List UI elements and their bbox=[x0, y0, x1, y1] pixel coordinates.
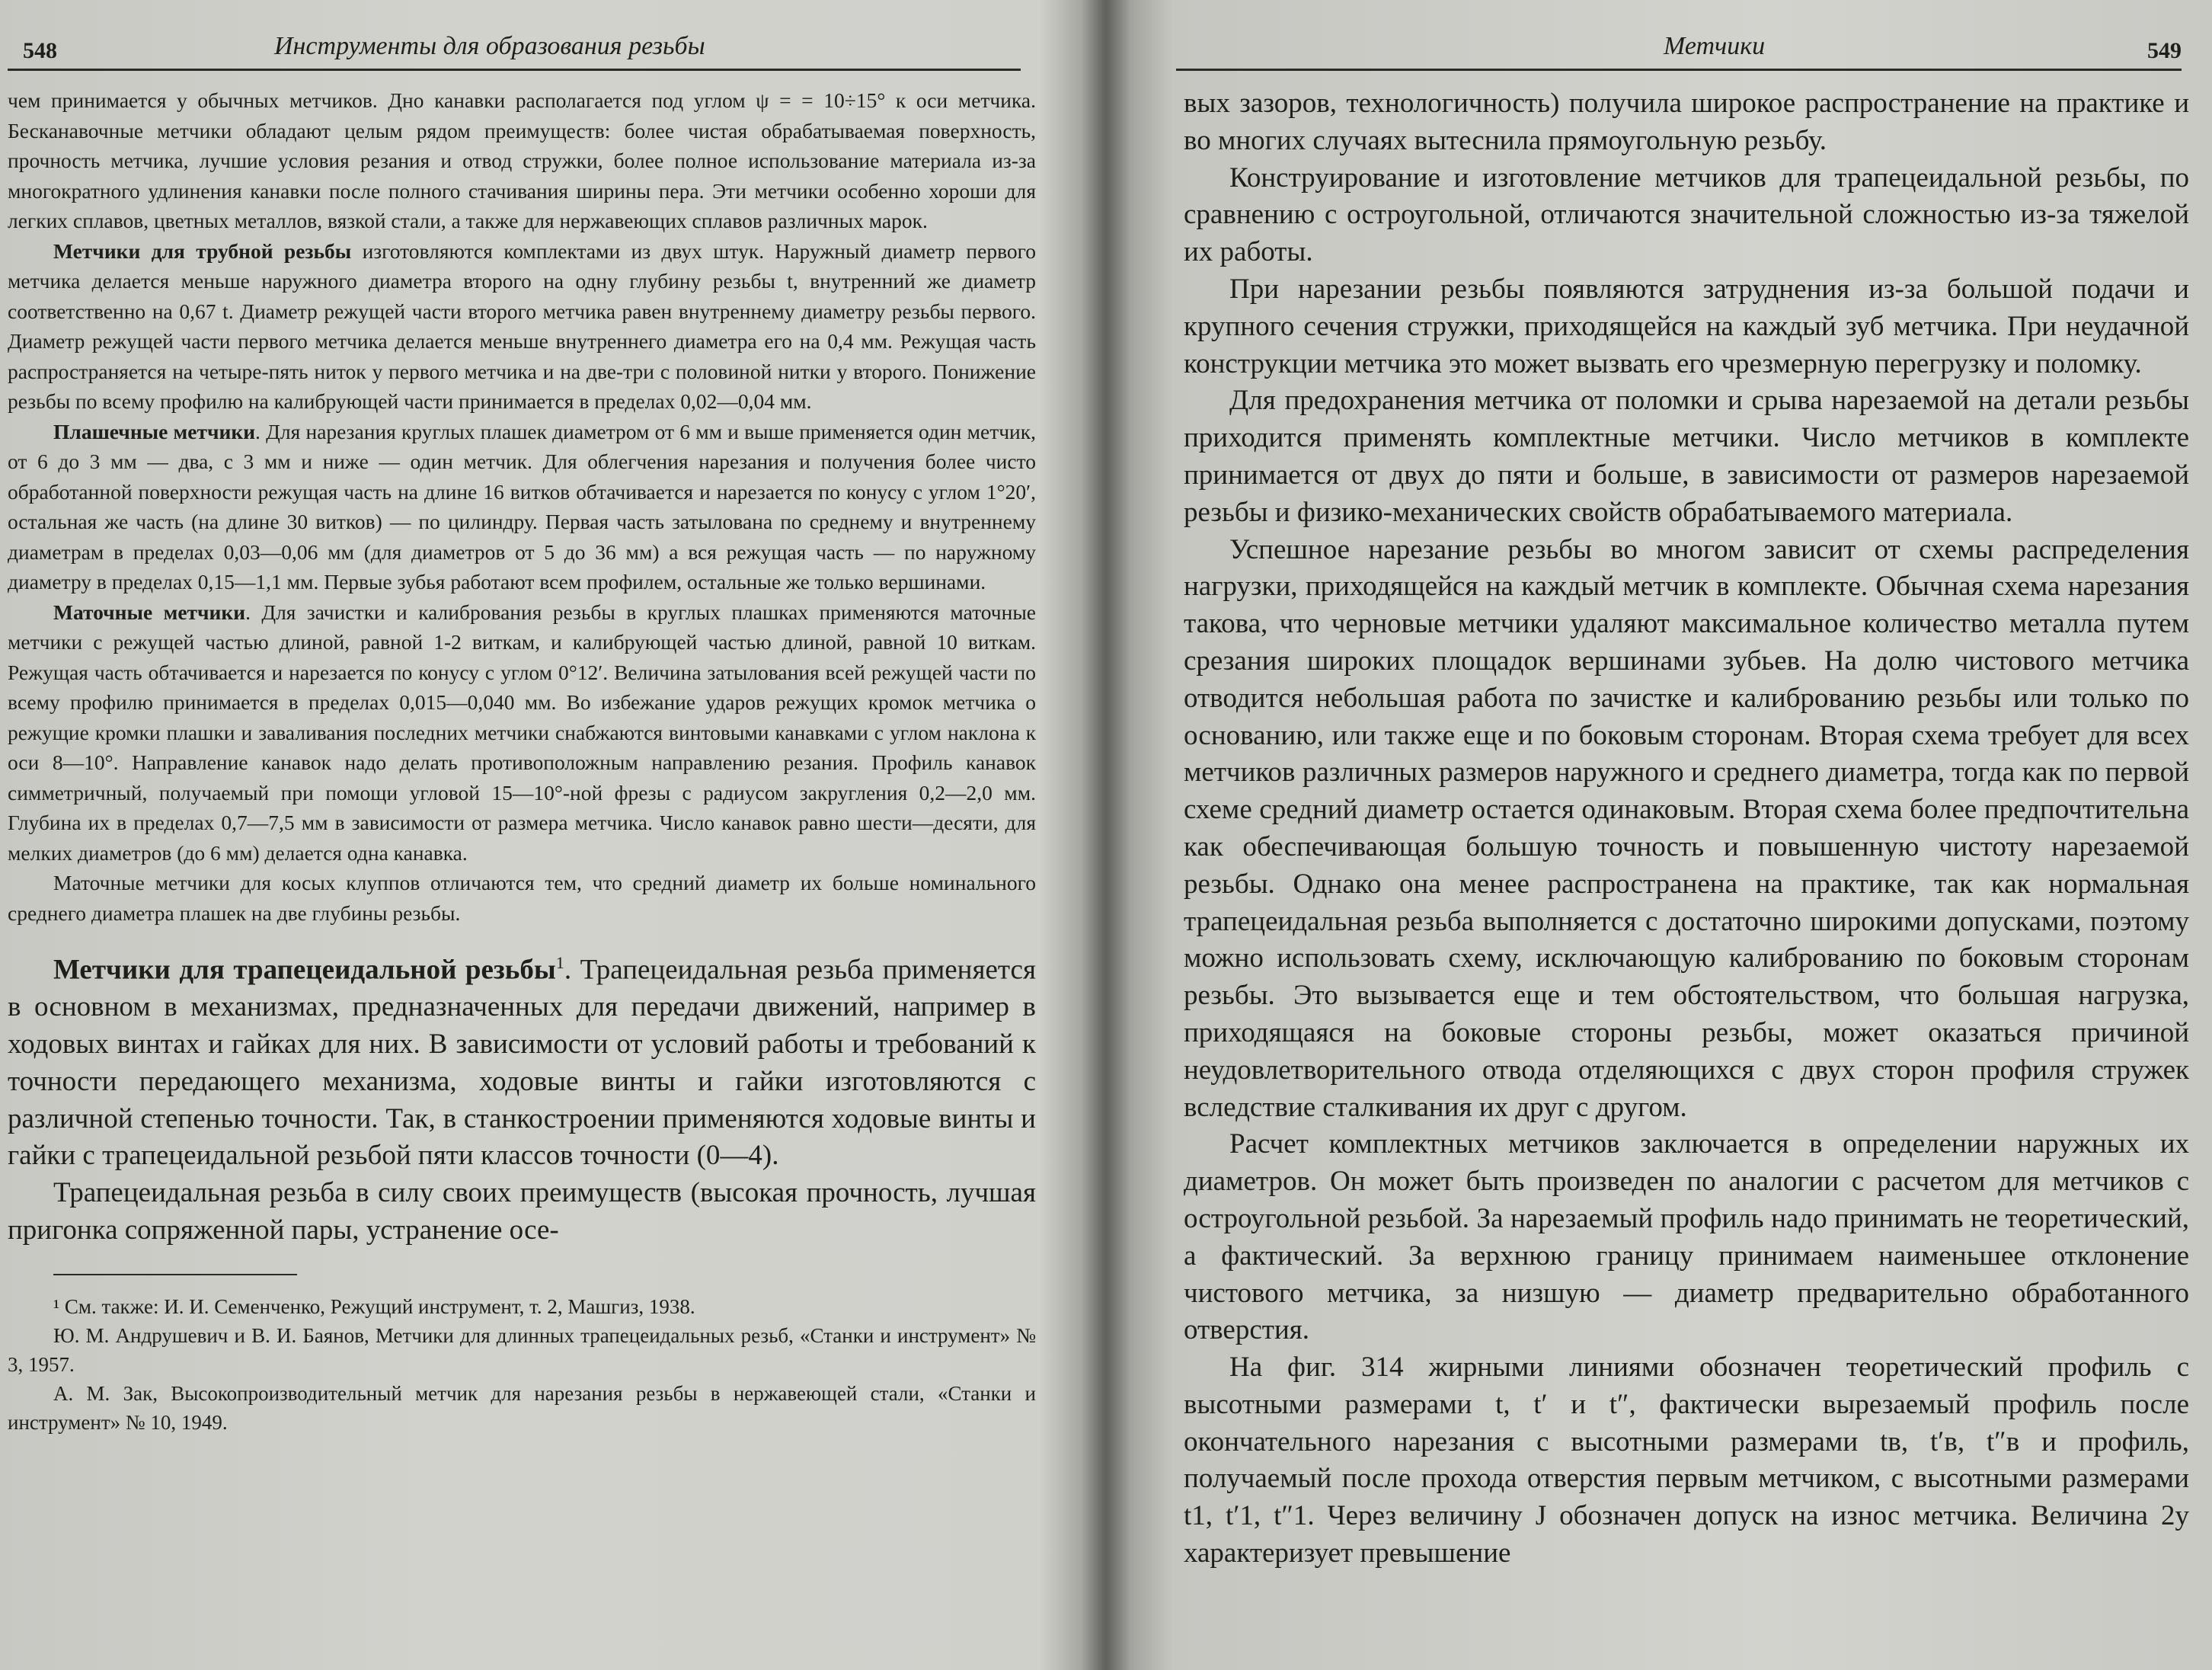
running-head-title: Метчики bbox=[1664, 32, 1766, 60]
footnotes bbox=[8, 1292, 1036, 1437]
page-number: 548 bbox=[23, 38, 57, 63]
right-page bbox=[1130, 0, 2212, 1670]
die-taps-paragraph bbox=[8, 417, 1036, 597]
master-taps-text: . Для зачистки и калибрования резьбы в круглых плашках применяются маточные метчики с режущей частью длиной, равной 1-2 виткам, и калибрующей частью длиной, равной 10 виткам. Режущая часть обтачивается и нарезается по конусу с углом 0°12′. Величина затылования всей режущей части по всему профилю принимается в пределах 0,015—0,040 мм. Во избежание ударов режущих кромок метчика о режущие кромки плашки и заваливания последних метчики снабжаются винтовыми канавками с углом наклона к оси 8—10°. Направление канавок надо делать противоположным направлению резания. Профиль канавок симметричный, получаемый при помощи угловой 15—10°-ной фрезы с радиусом закругления 0,2—2,0 мм. Глубина их в пределах 0,7—7,5 мм в зависимости от размера метчика. Число канавок равно шести—десяти, для мелких диаметров (до 6 мм) делается одна канавка. bbox=[8, 600, 1036, 865]
running-head-title: Инструменты для образования резьбы bbox=[274, 32, 705, 60]
pipe-taps-heading: Метчики для трубной резьбы bbox=[53, 238, 352, 263]
oblique-note-paragraph: Маточные метчики для косых клуппов отличаются тем, что средний диаметр их больше номинального среднего диаметра плашек на две глубины резьбы. bbox=[8, 871, 1036, 925]
trapezoid-paragraph-2: Трапецеидальная резьба в силу своих преимуществ (высокая прочность, лучшая пригонка сопряженной пары, устранение осе- bbox=[8, 1177, 1036, 1246]
trapezoid-paragraph bbox=[8, 945, 1036, 1175]
footnote: ¹ См. также: И. И. Семенченко, Режущий инструмент, т. 2, Машгиз, 1938. bbox=[53, 1294, 695, 1318]
left-column-small-print bbox=[8, 85, 1036, 1437]
body-paragraph: На фиг. 314 жирными линиями обозначен теоретический профиль с высотными размерами t, t′ и t″, фактически вырезаемый профиль после окончательного нарезания с высотными размерами tв, t′в, t″в и профиль, получаемый после прохода отверстия первым метчиком, с высотными размерами t1, t′1, t″1. Через величину J обозначен допуск на износ метчика. Величина 2y характеризует превышение bbox=[1184, 1352, 2189, 1569]
pipe-taps-text: изготовляются комплектами из двух штук. Наружный диаметр первого метчика делается меньше наружного диаметра второго на одну глубину резьбы t, внутренний же диаметр соответственно на 0,67 t. Диаметр режущей части второго метчика равен внутреннему диаметру резьбы первого. Диаметр режущей части первого метчика делается меньше внутреннего диаметра его на 0,4 мм. Режущая часть распространяется на четыре-пять ниток у первого метчика и на две-три с половиной нитки у второго. Понижение резьбы по всему профилю на калибрующей части принимается в пределах 0,02—0,04 мм. bbox=[8, 238, 1036, 413]
master-taps-paragraph bbox=[8, 597, 1036, 869]
footnote: Ю. М. Андрушевич и В. И. Баянов, Метчики для длинных трапецеидальных резьб, «Станки и инструмент» № 3, 1957. bbox=[8, 1323, 1036, 1376]
running-head bbox=[8, 15, 1021, 71]
master-taps-heading: Маточные метчики bbox=[53, 600, 246, 624]
die-taps-heading: Плашечные метчики bbox=[53, 419, 256, 443]
footnote-marker: 1 bbox=[555, 953, 564, 972]
right-column-text bbox=[1184, 85, 2189, 1572]
left-page bbox=[0, 0, 1082, 1670]
page-number: 549 bbox=[2147, 38, 2182, 63]
body-paragraph: При нарезании резьбы появляются затруднения из-за большой подачи и крупного сечения стружки, приходящейся на каждый зуб метчика. При неудачной конструкции метчика это может вызвать его чрезмерную перегрузку и поломку. bbox=[1184, 273, 2189, 379]
trapezoid-section bbox=[8, 945, 1036, 1249]
trapezoid-text: . Трапецеидальная резьба применяется в основном в механизмах, предназначенных для передачи движений, например в ходовых винтах и гайках для них. В зависимости от условий работы и требований к точности передающего механизма, ходовые винты и гайки изготовляются с различной степенью точности. Так, в станкостроении применяются ходовые винты и гайки с трапецеидальной резьбой пяти классов точности (0—4). bbox=[8, 954, 1036, 1172]
intro-paragraph: чем принимается у обычных метчиков. Дно канавки располагается под углом ψ = = 10÷15° к оси метчика. Бесканавочные метчики обладают целым рядом преимуществ: более чистая обрабатываемая поверхность, прочность метчика, лучшие условия резания и отвод стружки, более полное использование материала из-за многократного удлинения канавки после полного стачивания ширины пера. Эти метчики особенно хороши для легких сплавов, цветных металлов, вязкой стали, а также для нержавеющих сплавов различных марок. bbox=[8, 88, 1036, 232]
body-paragraph: Конструирование и изготовление метчиков для трапецеидальной резьбы, по сравнению с остроугольной, отличаются значительной сложностью из-за тяжелой их работы. bbox=[1184, 162, 2189, 268]
body-paragraph: Успешное нарезание резьбы во многом зависит от схемы распределения нагрузки, приходящейся на каждый метчик в комплекте. Обычная схема нарезания такова, что черновые метчики удаляют максимальное количество металла путем срезания широких площадок вершинами зубьев. На долю чистового метчика отводится небольшая работа по зачистке и калиброванию резьбы или только по основанию, или также еще и по боковым сторонам. Вторая схема требует для всех метчиков различных размеров наружного и среднего диаметра, тогда как по первой схеме средний диаметр остается одинаковым. Вторая схема более предпочтительна как обеспечивающая большую точность и повышенную чистоту нарезаемой резьбы. Однако она менее распространена на практике, так как нормальная трапецеидальная резьба выполняется с достаточно широкими допусками, поэтому можно использовать схему, исключающую калиброванию по боковым сторонам резьбы. Это вызывается еще и тем обстоятельством, что большая нагрузка, приходящаяся на боковые стороны резьбы, может оказаться причиной неудовлетворительного отвода отделяющихся с двух сторон профиля стружек вследствие сталкивания их друг с другом. bbox=[1184, 533, 2189, 1123]
trapezoid-heading: Метчики для трапецеидальной резьбы bbox=[53, 954, 556, 986]
die-taps-text: . Для нарезания круглых плашек диаметром от 6 мм и выше применяется один метчик, от 6 до 3 мм — два, с 3 мм и ниже — один метчик. Для облегчения нарезания и получения более чисто обработанной поверхности режущая часть на длине 16 витков обтачивается и нарезается по конусу с углом 1°20′, остальная же часть (на длине 30 витков) — по цилиндру. Первая часть затылована по среднему и внутреннему диаметрам в пределах 0,03—0,06 мм (для диаметров от 5 до 36 мм) а вся режущая часть — по наружному диаметру в пределах 0,15—1,1 мм. Первые зубья работают всем профилем, остальные же только вершинами. bbox=[8, 419, 1037, 593]
section-gap bbox=[8, 928, 1036, 945]
pipe-taps-paragraph bbox=[8, 236, 1036, 417]
footnote: А. М. Зак, Высокопроизводительный метчик для нарезания резьбы в нержавеющей стали, «Станки и инструмент» № 10, 1949. bbox=[8, 1381, 1036, 1434]
footnote-rule bbox=[53, 1274, 297, 1275]
body-paragraph: Расчет комплектных метчиков заключается в определении наружных их диаметров. Он может быть произведен по аналогии с расчетом для метчиков с остроугольной резьбой. За нарезаемый профиль надо принимать не теоретический, а фактический. За верхнюю границу принимаем наименьшее отклонение чистового метчика, за низшую — диаметр предварительно обработанного отверстия. bbox=[1184, 1128, 2189, 1346]
body-paragraph: вых зазоров, технологичность) получила широкое распространение на практике и во многих случаях вытеснила прямоугольную резьбу. bbox=[1184, 88, 2189, 156]
running-head bbox=[1176, 15, 2182, 71]
body-paragraph: Для предохранения метчика от поломки и срыва нарезаемой на детали резьбы приходится применять комплектные метчики. Число метчиков в комплекте принимается от двух до пяти и больше, в зависимости от размеров нарезаемой резьбы и физико-механических свойств обрабатываемого материала. bbox=[1184, 385, 2189, 528]
book-gutter bbox=[1082, 0, 1130, 1670]
